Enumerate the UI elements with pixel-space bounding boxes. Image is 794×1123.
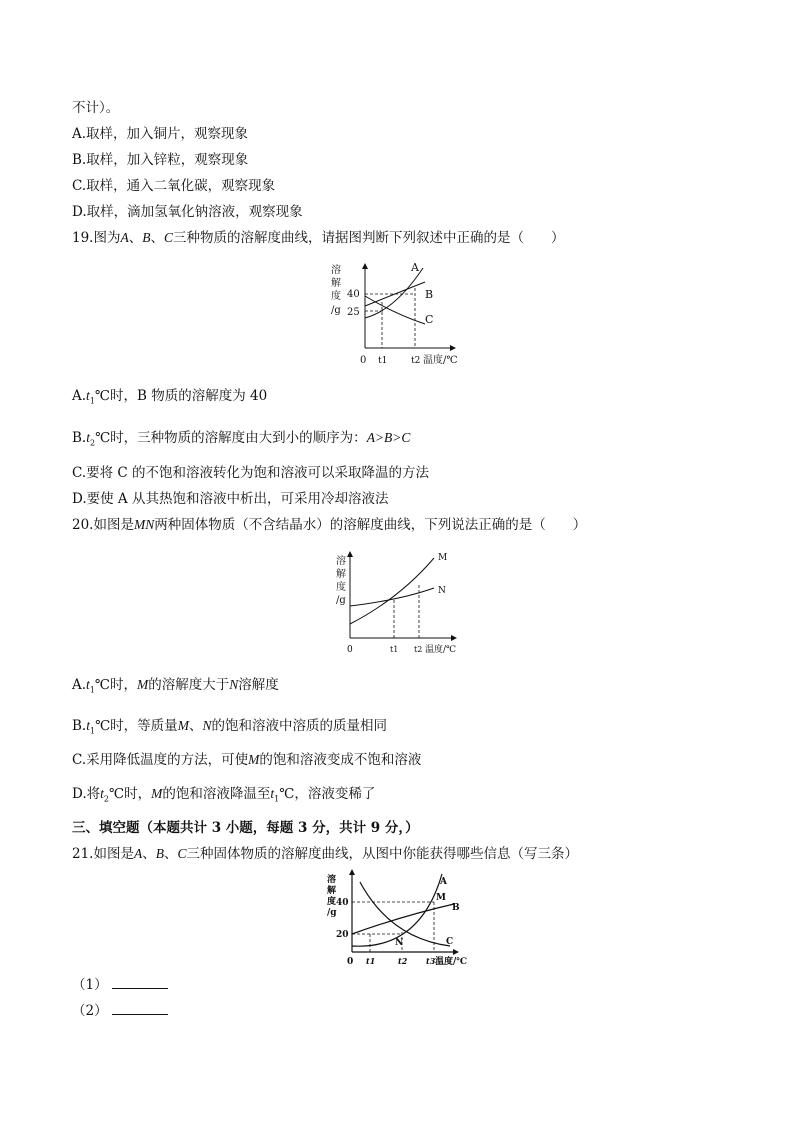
svg-text:度: 度	[336, 582, 346, 593]
svg-text:/g: /g	[327, 908, 337, 918]
svg-text:溶: 溶	[336, 556, 346, 567]
answer-blank-1[interactable]: （1）	[72, 976, 168, 993]
svg-text:t2: t2	[411, 356, 421, 366]
svg-text:温度/℃: 温度/℃	[425, 645, 457, 655]
svg-text:N: N	[438, 586, 446, 596]
question-20-option-b: $B.t_1℃$时，等质量M、N的饱和溶液中溶质的质量相同	[72, 718, 387, 736]
solubility-graph-19	[325, 258, 475, 373]
svg-text:20: 20	[336, 930, 349, 940]
blank-line[interactable]	[112, 1002, 168, 1015]
option-c: C.取样，通入二氧化碳，观察现象	[72, 178, 276, 194]
solubility-graph-20	[330, 548, 470, 660]
svg-text:度: 度	[331, 291, 341, 302]
option-b: B.取样，加入锌粒，观察现象	[72, 152, 249, 168]
question-19-stem: 19.图为A、B、C三种物质的溶解度曲线，请据图判断下列叙述中正确的是（ ）	[72, 230, 565, 246]
curve-c	[360, 882, 450, 946]
svg-text:M: M	[436, 893, 446, 903]
svg-text:N: N	[395, 938, 404, 948]
svg-text:40: 40	[336, 898, 349, 908]
question-19-option-c: C.要将 C 的不饱和溶液转化为饱和溶液可以采取降温的方法	[72, 465, 430, 481]
question-20-option-c: C.采用降低温度的方法，可使M的饱和溶液变成不饱和溶液	[72, 752, 422, 768]
question-19-option-d: D.要使 A 从其热饱和溶液中析出，可采用冷却溶液法	[72, 491, 389, 507]
curve-a	[365, 268, 423, 318]
question-19-option-b: $B.t_2℃$时，三种物质的溶解度由大到小的顺序为：A>B>C	[72, 430, 411, 448]
svg-text:t3: t3	[426, 956, 436, 966]
question-20-stem: 20.如图是MN两种固体物质（不含结晶水）的溶解度曲线，下列说法正确的是（ ）	[72, 517, 587, 533]
solubility-graph-21	[322, 868, 472, 972]
svg-text:M: M	[438, 553, 448, 563]
svg-text:度: 度	[327, 897, 337, 907]
svg-text:解: 解	[327, 886, 337, 896]
section-heading: 三、填空题（本题共计 3 小题，每题 3 分，共计 9 分，）	[72, 820, 419, 836]
curve-m	[350, 558, 434, 624]
svg-text:t1: t1	[366, 956, 376, 966]
svg-text:/g: /g	[336, 595, 346, 606]
svg-text:温度/℃: 温度/℃	[435, 957, 468, 967]
svg-text:40: 40	[347, 289, 360, 300]
svg-text:B: B	[452, 903, 460, 913]
svg-text:温度/℃: 温度/℃	[423, 355, 458, 366]
svg-text:C: C	[446, 937, 454, 947]
svg-text:A: A	[411, 261, 419, 274]
answer-blank-2[interactable]: （2）	[72, 1002, 168, 1019]
svg-text:25: 25	[347, 307, 360, 318]
svg-text:t1: t1	[378, 356, 388, 366]
svg-text:0: 0	[347, 957, 354, 967]
svg-text:溶: 溶	[327, 875, 337, 885]
question-19-option-a: $A.t_1℃$时，B 物质的溶解度为 40	[72, 388, 268, 406]
svg-text:0: 0	[347, 645, 353, 655]
text-line: 不计）。	[72, 100, 120, 116]
question-21-stem: 21.如图是A、B、C三种固体物质的溶解度曲线，从图中你能获得哪些信息（写三条）	[72, 846, 578, 862]
svg-text:解: 解	[331, 278, 341, 289]
svg-text:/g: /g	[331, 305, 341, 316]
svg-text:0: 0	[360, 355, 367, 366]
curve-b	[365, 282, 425, 306]
option-a: A.取样，加入铜片，观察现象	[72, 126, 249, 142]
svg-text:t2: t2	[398, 956, 408, 966]
curve-c	[365, 296, 425, 324]
svg-text:A: A	[440, 877, 447, 887]
svg-text:B: B	[425, 288, 434, 301]
question-20-option-a: $A.t_1℃$时，M的溶解度大于N溶解度	[72, 677, 279, 695]
svg-text:t2: t2	[414, 645, 423, 654]
svg-text:t1: t1	[390, 645, 399, 654]
blank-line[interactable]	[112, 976, 168, 989]
option-d: D.取样，滴加氢氧化钠溶液，观察现象	[72, 204, 303, 220]
y-axis-label: 溶	[331, 265, 341, 276]
svg-text:C: C	[425, 313, 434, 326]
svg-text:解: 解	[336, 569, 346, 580]
question-20-option-d: D.将$t_2℃$时，M的饱和溶液降温至$t_1℃$，溶液变稀了	[72, 786, 376, 804]
